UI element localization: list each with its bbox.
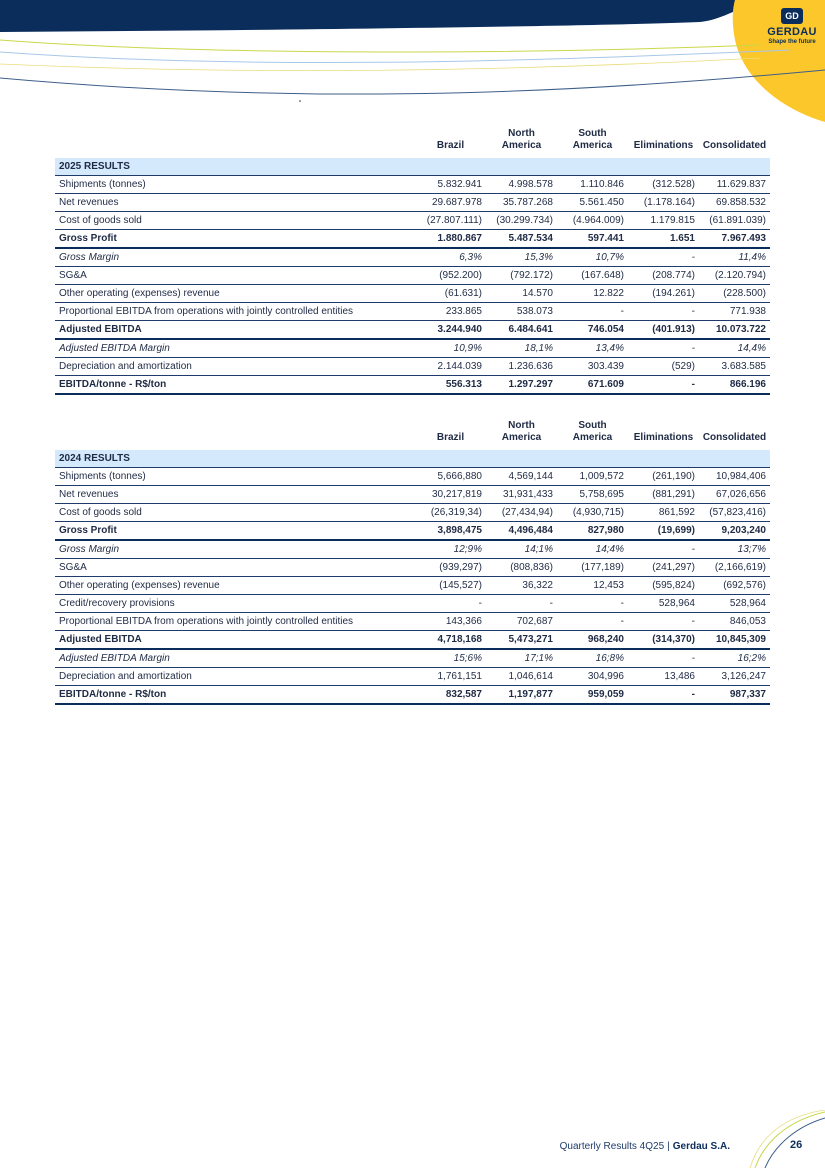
cell-value: 1.651 bbox=[628, 230, 699, 249]
cell-value: 143,366 bbox=[415, 613, 486, 631]
table-row bbox=[55, 376, 770, 395]
cell-value: (30.299.734) bbox=[486, 212, 557, 230]
table-row bbox=[55, 358, 770, 376]
cell-value: 861,592 bbox=[628, 504, 699, 522]
cell-value: 4.998.578 bbox=[486, 176, 557, 194]
cell-value: 6,3% bbox=[415, 248, 486, 267]
cell-value: 15;6% bbox=[415, 649, 486, 668]
cell-value: 3.683.585 bbox=[699, 358, 770, 376]
footer-decoration bbox=[740, 1110, 825, 1168]
cell-value: (145,527) bbox=[415, 577, 486, 595]
cell-value: 5,473,271 bbox=[486, 631, 557, 650]
section-row bbox=[55, 158, 770, 176]
cell-value: 9,203,240 bbox=[699, 522, 770, 541]
cell-value: 10,9% bbox=[415, 339, 486, 358]
cell-value: 1.297.297 bbox=[486, 376, 557, 395]
cell-value: - bbox=[557, 595, 628, 613]
cell-value: - bbox=[628, 248, 699, 267]
cell-value: 5.487.534 bbox=[486, 230, 557, 249]
row-label: Proportional EBITDA from operations with jointly controlled entities bbox=[55, 303, 415, 321]
cell-value: - bbox=[415, 595, 486, 613]
cell-value: 846,053 bbox=[699, 613, 770, 631]
cell-value: 1,761,151 bbox=[415, 668, 486, 686]
cell-value: - bbox=[486, 595, 557, 613]
cell-value: 11.629.837 bbox=[699, 176, 770, 194]
cell-value: 13,4% bbox=[557, 339, 628, 358]
cell-value: 1.880.867 bbox=[415, 230, 486, 249]
column-header-row bbox=[55, 128, 770, 158]
row-label: Shipments (tonnes) bbox=[55, 176, 415, 194]
cell-value: 16;8% bbox=[557, 649, 628, 668]
cell-value: 67,026,656 bbox=[699, 486, 770, 504]
cell-value: (4,930,715) bbox=[557, 504, 628, 522]
logo-tagline: Shape the future bbox=[768, 39, 816, 45]
cell-value: 771.938 bbox=[699, 303, 770, 321]
table-row bbox=[55, 194, 770, 212]
cell-value: 10,845,309 bbox=[699, 631, 770, 650]
cell-value: 15,3% bbox=[486, 248, 557, 267]
cell-value: (2.120.794) bbox=[699, 267, 770, 285]
cell-value: 827,980 bbox=[557, 522, 628, 541]
table-row bbox=[55, 595, 770, 613]
cell-value: 36,322 bbox=[486, 577, 557, 595]
cell-value: (61.891.039) bbox=[699, 212, 770, 230]
table-row bbox=[55, 686, 770, 705]
cell-value: (1.178.164) bbox=[628, 194, 699, 212]
cell-value: (19,699) bbox=[628, 522, 699, 541]
cell-value: 3,126,247 bbox=[699, 668, 770, 686]
cell-value: - bbox=[628, 540, 699, 559]
cell-value: 3,898,475 bbox=[415, 522, 486, 541]
cell-value: (61.631) bbox=[415, 285, 486, 303]
cell-value: 16;2% bbox=[699, 649, 770, 668]
table-row bbox=[55, 248, 770, 267]
cell-value: - bbox=[628, 303, 699, 321]
table-row bbox=[55, 504, 770, 522]
row-label: Cost of goods sold bbox=[55, 504, 415, 522]
cell-value: (208.774) bbox=[628, 267, 699, 285]
table-row bbox=[55, 577, 770, 595]
results-2025-table bbox=[55, 128, 770, 395]
cell-value: 10.073.722 bbox=[699, 321, 770, 340]
cell-value: 832,587 bbox=[415, 686, 486, 705]
cell-value: (529) bbox=[628, 358, 699, 376]
column-header: Brazil bbox=[436, 140, 465, 151]
cell-value: (228.500) bbox=[699, 285, 770, 303]
cell-value: - bbox=[628, 376, 699, 395]
logo-name: GERDAU bbox=[767, 26, 817, 38]
cell-value: 968,240 bbox=[557, 631, 628, 650]
cell-value: 14;1% bbox=[486, 540, 557, 559]
section-label: 2024 RESULTS bbox=[55, 450, 770, 468]
row-label: Depreciation and amortization bbox=[55, 668, 415, 686]
column-header-row bbox=[55, 420, 770, 450]
row-label: Net revenues bbox=[55, 194, 415, 212]
cell-value: 14,4% bbox=[699, 339, 770, 358]
cell-value: (2,166,619) bbox=[699, 559, 770, 577]
table-row bbox=[55, 522, 770, 541]
table-row bbox=[55, 468, 770, 486]
table-row bbox=[55, 285, 770, 303]
cell-value: (939,297) bbox=[415, 559, 486, 577]
report-title: Quarterly Results 4Q25 bbox=[559, 1141, 665, 1152]
cell-value: 671.609 bbox=[557, 376, 628, 395]
cell-value: (27,434,94) bbox=[486, 504, 557, 522]
row-label: SG&A bbox=[55, 267, 415, 285]
cell-value: 30,217,819 bbox=[415, 486, 486, 504]
page-number: 26 bbox=[790, 1139, 803, 1151]
results-table bbox=[55, 420, 770, 705]
cell-value: - bbox=[628, 649, 699, 668]
cell-value: 12;9% bbox=[415, 540, 486, 559]
cell-value: 4,496,484 bbox=[486, 522, 557, 541]
table-row bbox=[55, 649, 770, 668]
row-label: Shipments (tonnes) bbox=[55, 468, 415, 486]
cell-value: 556.313 bbox=[415, 376, 486, 395]
table-row bbox=[55, 559, 770, 577]
row-label: Other operating (expenses) revenue bbox=[55, 577, 415, 595]
cell-value: 702,687 bbox=[486, 613, 557, 631]
page-footer bbox=[560, 1141, 730, 1152]
cell-value: (792.172) bbox=[486, 267, 557, 285]
cell-value: (26,319,34) bbox=[415, 504, 486, 522]
row-label: Adjusted EBITDA bbox=[55, 321, 415, 340]
cell-value: 4,718,168 bbox=[415, 631, 486, 650]
cell-value: 538.073 bbox=[486, 303, 557, 321]
cell-value: 31,931,433 bbox=[486, 486, 557, 504]
section-label: 2025 RESULTS bbox=[55, 158, 770, 176]
column-header: Eliminations bbox=[633, 432, 694, 443]
row-label: EBITDA/tonne - R$/ton bbox=[55, 376, 415, 395]
row-label: Adjusted EBITDA Margin bbox=[55, 339, 415, 358]
row-label: Depreciation and amortization bbox=[55, 358, 415, 376]
cell-value: (314,370) bbox=[628, 631, 699, 650]
cell-value: 7.967.493 bbox=[699, 230, 770, 249]
table-row bbox=[55, 486, 770, 504]
cell-value: 12,453 bbox=[557, 577, 628, 595]
cell-value: 12.822 bbox=[557, 285, 628, 303]
header-decoration bbox=[0, 0, 825, 130]
column-header: Consolidated bbox=[702, 140, 767, 151]
row-label: Net revenues bbox=[55, 486, 415, 504]
column-header: South America bbox=[572, 128, 613, 151]
table-row bbox=[55, 267, 770, 285]
cell-value: - bbox=[557, 303, 628, 321]
cell-value: 69.858.532 bbox=[699, 194, 770, 212]
cell-value: 959,059 bbox=[557, 686, 628, 705]
cell-value: 14;4% bbox=[557, 540, 628, 559]
cell-value: 35.787.268 bbox=[486, 194, 557, 212]
cell-value: (177,189) bbox=[557, 559, 628, 577]
cell-value: (808,836) bbox=[486, 559, 557, 577]
table-row bbox=[55, 230, 770, 249]
results-2024-table bbox=[55, 420, 770, 705]
cell-value: 14.570 bbox=[486, 285, 557, 303]
cell-value: 866.196 bbox=[699, 376, 770, 395]
cell-value: - bbox=[628, 613, 699, 631]
cell-value: 10,984,406 bbox=[699, 468, 770, 486]
row-label: Gross Margin bbox=[55, 248, 415, 267]
header-blank bbox=[55, 128, 415, 158]
row-label: EBITDA/tonne - R$/ton bbox=[55, 686, 415, 705]
cell-value: (57,823,416) bbox=[699, 504, 770, 522]
column-header: North America bbox=[501, 128, 542, 151]
cell-value: 1,046,614 bbox=[486, 668, 557, 686]
cell-value: (595,824) bbox=[628, 577, 699, 595]
table-row bbox=[55, 613, 770, 631]
row-label: Proportional EBITDA from operations with jointly controlled entities bbox=[55, 613, 415, 631]
row-label: Adjusted EBITDA Margin bbox=[55, 649, 415, 668]
cell-value: 13,486 bbox=[628, 668, 699, 686]
table-row bbox=[55, 321, 770, 340]
cell-value: 11,4% bbox=[699, 248, 770, 267]
cell-value: (241,297) bbox=[628, 559, 699, 577]
cell-value: 1.179.815 bbox=[628, 212, 699, 230]
company-name: Gerdau S.A. bbox=[672, 1141, 730, 1152]
column-header: North America bbox=[501, 420, 542, 443]
section-row bbox=[55, 450, 770, 468]
row-label: Adjusted EBITDA bbox=[55, 631, 415, 650]
cell-value: (401.913) bbox=[628, 321, 699, 340]
cell-value: 5,666,880 bbox=[415, 468, 486, 486]
table-row bbox=[55, 176, 770, 194]
results-table bbox=[55, 128, 770, 395]
cell-value: 2.144.039 bbox=[415, 358, 486, 376]
row-label: Gross Profit bbox=[55, 230, 415, 249]
cell-value: 303.439 bbox=[557, 358, 628, 376]
cell-value: (167.648) bbox=[557, 267, 628, 285]
cell-value: 1.110.846 bbox=[557, 176, 628, 194]
table-row bbox=[55, 540, 770, 559]
row-label: Cost of goods sold bbox=[55, 212, 415, 230]
cell-value: (261,190) bbox=[628, 468, 699, 486]
cell-value: 18,1% bbox=[486, 339, 557, 358]
cell-value: - bbox=[628, 686, 699, 705]
cell-value: 233.865 bbox=[415, 303, 486, 321]
cell-value: 1,009,572 bbox=[557, 468, 628, 486]
cell-value: 6.484.641 bbox=[486, 321, 557, 340]
column-header: Eliminations bbox=[633, 140, 694, 151]
cell-value: (312.528) bbox=[628, 176, 699, 194]
cell-value: 29.687.978 bbox=[415, 194, 486, 212]
footer-separator: | bbox=[667, 1141, 670, 1152]
table-row bbox=[55, 668, 770, 686]
cell-value: 10,7% bbox=[557, 248, 628, 267]
cell-value: 528,964 bbox=[699, 595, 770, 613]
gerdau-logo bbox=[762, 8, 822, 46]
header-blank bbox=[55, 420, 415, 450]
cell-value: (4.964.009) bbox=[557, 212, 628, 230]
cell-value: 304,996 bbox=[557, 668, 628, 686]
row-label: Gross Margin bbox=[55, 540, 415, 559]
row-label: SG&A bbox=[55, 559, 415, 577]
cell-value: (692,576) bbox=[699, 577, 770, 595]
cell-value: 3.244.940 bbox=[415, 321, 486, 340]
column-header: Brazil bbox=[436, 432, 465, 443]
table-row bbox=[55, 339, 770, 358]
table-row bbox=[55, 212, 770, 230]
row-label: Credit/recovery provisions bbox=[55, 595, 415, 613]
cell-value: 597.441 bbox=[557, 230, 628, 249]
cell-value: 17;1% bbox=[486, 649, 557, 668]
cell-value: 746.054 bbox=[557, 321, 628, 340]
cell-value: - bbox=[628, 339, 699, 358]
logo-mark-icon: GD bbox=[781, 8, 803, 24]
cell-value: 987,337 bbox=[699, 686, 770, 705]
table-row bbox=[55, 303, 770, 321]
table-row bbox=[55, 631, 770, 650]
row-label: Other operating (expenses) revenue bbox=[55, 285, 415, 303]
cell-value: 1.236.636 bbox=[486, 358, 557, 376]
cell-value: - bbox=[557, 613, 628, 631]
cell-value: (952.200) bbox=[415, 267, 486, 285]
cell-value: 5,758,695 bbox=[557, 486, 628, 504]
column-header: South America bbox=[572, 420, 613, 443]
row-label: Gross Profit bbox=[55, 522, 415, 541]
cell-value: 1,197,877 bbox=[486, 686, 557, 705]
cell-value: 4,569,144 bbox=[486, 468, 557, 486]
cell-value: (27.807.111) bbox=[415, 212, 486, 230]
cell-value: 5.832.941 bbox=[415, 176, 486, 194]
cell-value: 528,964 bbox=[628, 595, 699, 613]
cell-value: (194.261) bbox=[628, 285, 699, 303]
column-header: Consolidated bbox=[702, 432, 767, 443]
cell-value: 5.561.450 bbox=[557, 194, 628, 212]
cell-value: 13;7% bbox=[699, 540, 770, 559]
cell-value: (881,291) bbox=[628, 486, 699, 504]
